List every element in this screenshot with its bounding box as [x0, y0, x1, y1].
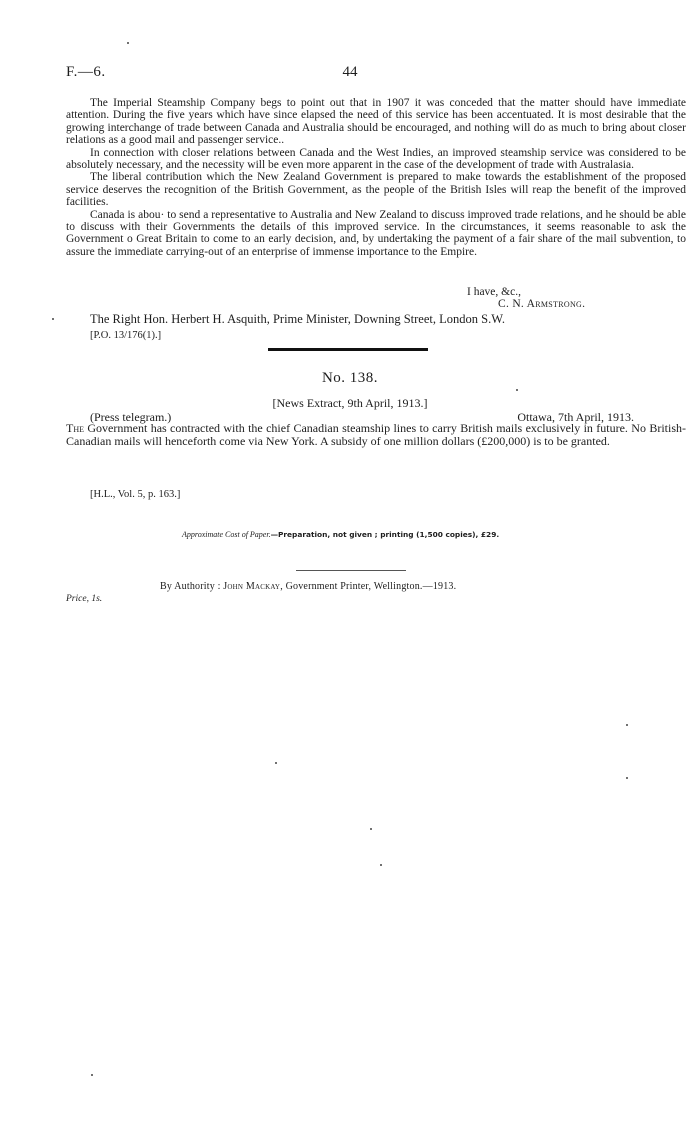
paragraph: In connection with closer relations between Canada and the West Indies, an improved steamship service was considered to be absolutely necessary, and the necessity will be even more apparent in the case of the development of trade with Australasia.	[66, 146, 686, 172]
scan-speck	[626, 777, 628, 779]
printer-name: John Mackay,	[223, 581, 283, 592]
telegram-dateline: Ottawa, 7th April, 1913.	[517, 410, 634, 424]
authority-prefix: By Authority :	[160, 581, 221, 592]
scan-speck	[370, 828, 372, 830]
page-number: 44	[342, 64, 358, 80]
scan-speck	[275, 762, 277, 764]
telegram-body	[66, 422, 686, 447]
letter-recipient: The Right Hon. Herbert H. Asquith, Prime Minister, Downing Street, London S.W.	[90, 312, 505, 326]
scan-speck	[626, 724, 628, 726]
footer-divider	[296, 570, 406, 571]
cost-text: —Preparation, not given ; printing (1,500 copies), £29.	[270, 530, 500, 539]
cost-note	[182, 530, 499, 539]
paragraph: The liberal contribution which the New Zealand Government is prepared to make towards the establishment of the proposed service deserves the recognition of the British Government, as the people of the British Isles will reap the benefit of the improved facilities.	[66, 171, 686, 209]
letter-body	[66, 97, 686, 258]
letter-reference: [P.O. 13/176(1).]	[90, 330, 162, 341]
document-number: No. 138.	[321, 370, 379, 386]
paragraph: The Imperial Steamship Company begs to point out that in 1907 it was conceded that the matter should have immediate attention. During the five years which have since elapsed the need of this service has been accentuated. It is most desirable that the growing interchange of trade between Canada and Australia should be encouraged, and nothing will do as much to bring about closer relations as a good mail and passenger service..	[66, 97, 686, 147]
cost-label: Approximate Cost of Paper.	[182, 530, 271, 539]
news-source: [News Extract, 9th April, 1913.]	[272, 396, 428, 410]
price-label: Price, 1s.	[66, 594, 103, 604]
scan-speck	[127, 42, 129, 44]
scan-speck	[516, 389, 518, 391]
letter-closing: I have, &c.,	[467, 286, 521, 298]
paragraph: Canada is abou· to send a representative to Australia and New Zealand to discuss improved trade relations, and he should be able to discuss with their Governments the details of this improved service. In the circumstances, it seems reasonable to ask the Government o Great Britain to come to an early decision, and, by undertaking the payment of a fair share of the mail subvention, to assure the immediate carrying-out of an enterprise of immense importance to the Empire.	[66, 208, 686, 258]
printer-imprint	[160, 581, 456, 592]
section-divider	[268, 348, 428, 351]
telegram-reference: [H.L., Vol. 5, p. 163.]	[90, 489, 181, 500]
scan-speck	[91, 1074, 93, 1076]
scan-speck	[52, 318, 54, 320]
telegram-first-word: The	[66, 421, 84, 435]
letter-signature: C. N. Armstrong.	[498, 298, 586, 310]
document-reference: F.—6.	[66, 64, 106, 80]
authority-suffix: Government Printer, Wellington.—1913.	[285, 581, 457, 592]
telegram-type: (Press telegram.)	[90, 410, 172, 424]
scan-speck	[380, 864, 382, 866]
telegram-text: Government has contracted with the chief Canadian steamship lines to carry British mails exclusively in future. No British-Canadian mails will henceforth come via New York. A subsidy of one million dollars (£200,000) is to be granted.	[66, 421, 686, 448]
